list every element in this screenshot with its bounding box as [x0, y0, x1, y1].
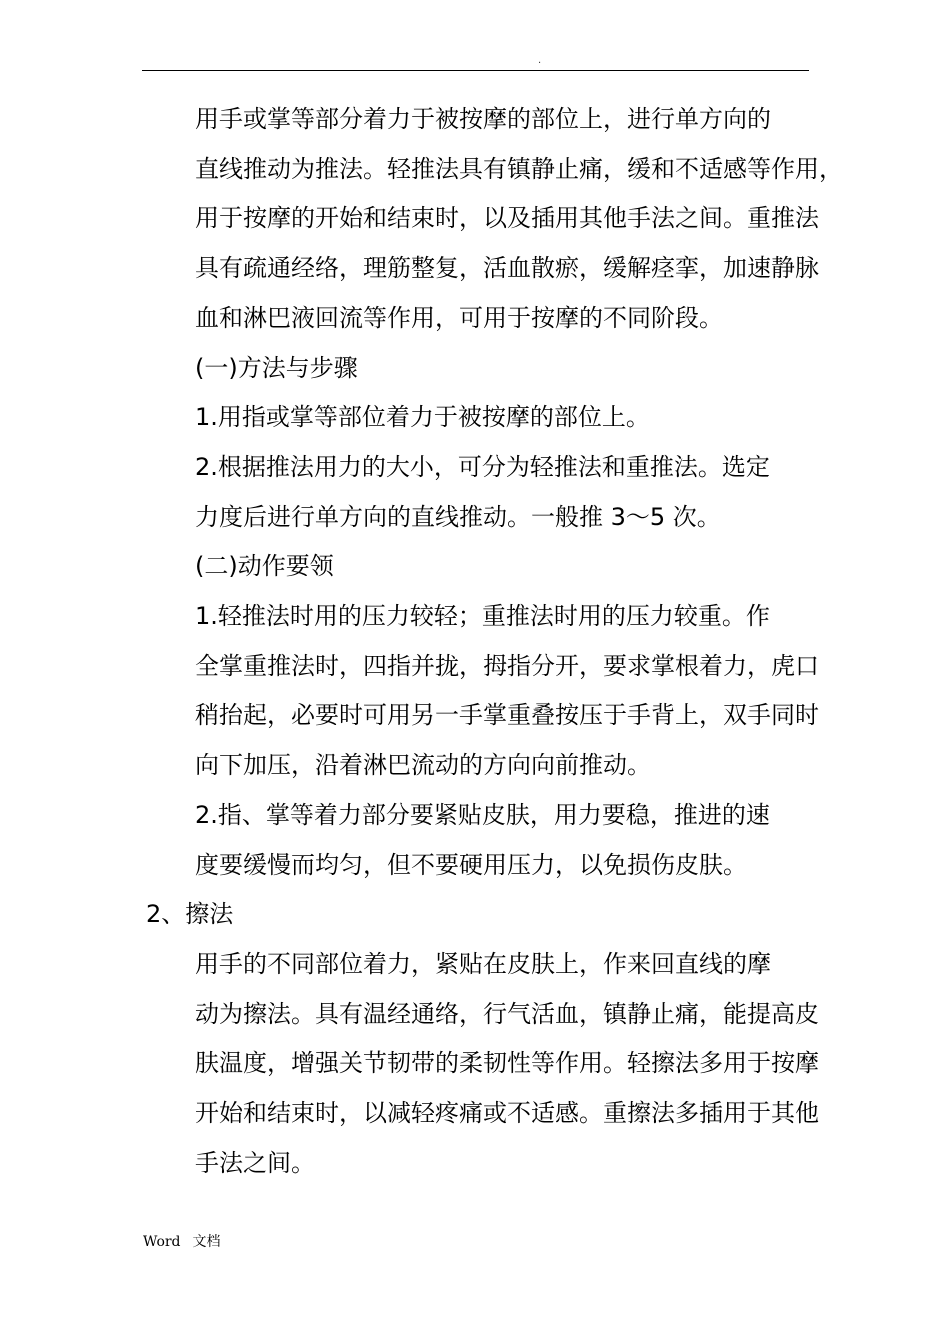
footer-app-name: Word	[143, 1234, 181, 1250]
paragraph	[146, 393, 808, 443]
text-line: 2.指、掌等着力部分要紧贴皮肤，用力要稳，推进的速	[195, 800, 770, 829]
text-line: 2.根据推法用力的大小，可分为轻推法和重推法。选定	[195, 452, 770, 481]
footer-label: 文档	[192, 1234, 221, 1250]
text-line: 手法之间。	[195, 1148, 315, 1177]
paragraph	[146, 890, 808, 940]
text-line: 稍抬起，必要时可用另一手掌重叠按压于手背上，双手同时	[195, 701, 819, 730]
text-line: 用于按摩的开始和结束时，以及插用其他手法之间。重推法	[195, 204, 819, 233]
paragraph	[146, 344, 808, 394]
text-line: 力度后进行单方向的直线推动。一般推 3～5 次。	[195, 502, 721, 531]
text-line: 1.轻推法时用的压力较轻；重推法时用的压力较重。作	[195, 602, 770, 631]
text-line: 向下加压，沿着淋巴流动的方向向前推动。	[195, 751, 651, 780]
text-line: 直线推动为推法。轻推法具有镇静止痛，缓和不适感等作用，	[195, 154, 843, 183]
document-body	[146, 95, 843, 1188]
text-line: (二)动作要领	[195, 552, 334, 581]
text-line: 全掌重推法时，四指并拢，拇指分开，要求掌根着力，虎口	[195, 651, 819, 680]
text-line: (一)方法与步骤	[195, 353, 358, 382]
text-line: 用手的不同部位着力，紧贴在皮肤上，作来回直线的摩	[195, 949, 771, 978]
header-rule	[142, 70, 809, 71]
paragraph	[146, 592, 819, 791]
text-line: 2、擦法	[146, 900, 234, 929]
text-line: 开始和结束时，以减轻疼痛或不适感。重擦法多插用于其他	[195, 1099, 819, 1128]
paragraph	[146, 791, 808, 890]
paragraph	[146, 95, 843, 344]
paragraph	[146, 542, 808, 592]
text-line: 肤温度，增强关节韧带的柔韧性等作用。轻擦法多用于按摩	[195, 1049, 819, 1078]
text-line: 用手或掌等部分着力于被按摩的部位上，进行单方向的	[195, 105, 771, 133]
text-line: 动为擦法。具有温经通络，行气活血，镇静止痛，能提高皮	[195, 999, 819, 1028]
text-line: 血和淋巴液回流等作用，可用于按摩的不同阶段。	[195, 303, 723, 332]
paragraph	[146, 940, 819, 1189]
text-line: 度要缓慢而均匀，但不要硬用压力，以免损伤皮肤。	[195, 850, 747, 879]
text-line: 1.用指或掌等部位着力于被按摩的部位上。	[195, 403, 650, 432]
page-footer	[143, 1232, 221, 1252]
header-mark: .	[538, 55, 542, 66]
text-line: 具有疏通经络，理筋整复，活血散瘀，缓解痉挛，加速静脉	[195, 254, 819, 283]
paragraph	[146, 443, 808, 542]
